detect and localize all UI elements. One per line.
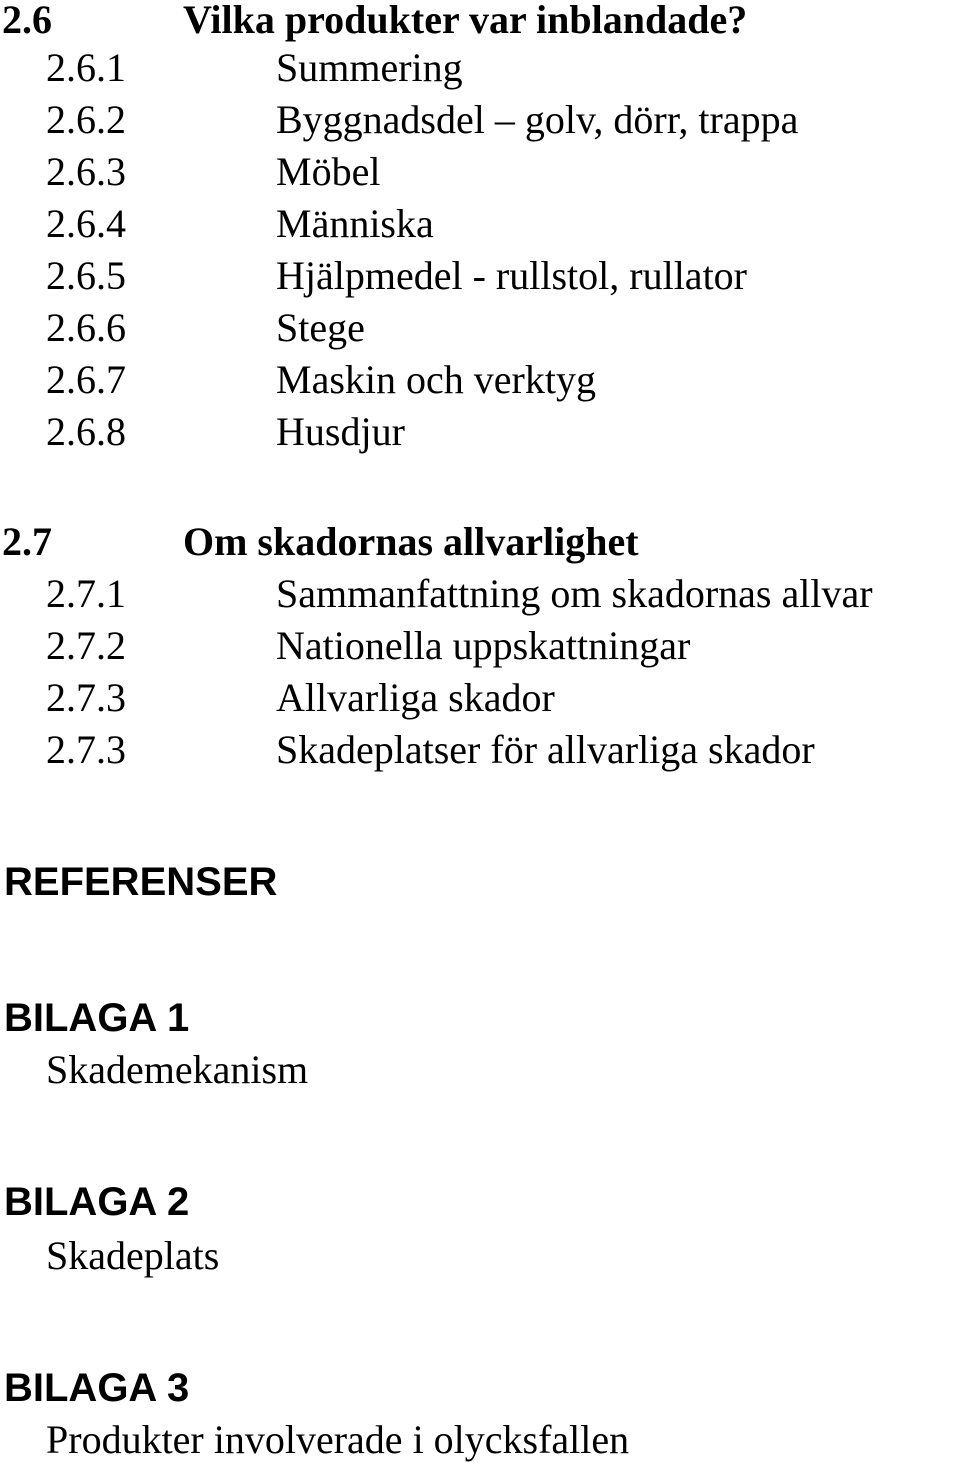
toc-entry-label: Allvarliga skador xyxy=(276,675,555,720)
toc-entry-label: Skadeplatser för allvarliga skador xyxy=(276,727,815,772)
toc-entry-number: 2.7.3 xyxy=(46,675,126,720)
toc-entry-label: Möbel xyxy=(276,149,381,194)
toc-entry-label: Människa xyxy=(276,201,434,246)
toc-entry-number: 2.7.2 xyxy=(46,623,126,668)
section-number: 2.6 xyxy=(2,0,52,42)
toc-entry-label: Nationella uppskattningar xyxy=(276,623,691,668)
referenser-heading[interactable]: REFERENSER xyxy=(4,860,278,904)
toc-entry-number: 2.7.3 xyxy=(46,727,126,772)
section-title: Om skadornas allvarlighet xyxy=(183,519,639,564)
toc-entry-number: 2.6.2 xyxy=(46,97,126,142)
bilaga-3-label: Produkter involverade i olycksfallen xyxy=(46,1417,630,1462)
section-title: Vilka produkter var inblandade? xyxy=(183,0,748,42)
toc-entry-label: Byggnadsdel – golv, dörr, trappa xyxy=(276,97,799,142)
toc-entry-label: Sammanfattning om skadornas allvar xyxy=(276,571,873,616)
toc-entry-number: 2.6.3 xyxy=(46,149,126,194)
toc-entry-number: 2.6.4 xyxy=(46,201,126,246)
toc-entry-number: 2.6.6 xyxy=(46,305,126,350)
bilaga-1-heading[interactable]: BILAGA 1 xyxy=(4,996,190,1040)
toc-entry-number: 2.6.7 xyxy=(46,357,126,402)
toc-entry-label: Maskin och verktyg xyxy=(276,357,596,402)
toc-entry-label: Summering xyxy=(276,45,463,90)
bilaga-3-heading[interactable]: BILAGA 3 xyxy=(4,1366,190,1410)
toc-entry-label: Hjälpmedel - rullstol, rullator xyxy=(276,253,747,298)
bilaga-2-heading[interactable]: BILAGA 2 xyxy=(4,1180,190,1224)
toc-entry-label: Husdjur xyxy=(276,409,405,454)
bilaga-2-label: Skadeplats xyxy=(46,1233,220,1278)
section-number: 2.7 xyxy=(2,519,52,564)
toc-entry-number: 2.6.8 xyxy=(46,409,126,454)
bilaga-1-label: Skademekanism xyxy=(46,1047,309,1092)
toc-entry-number: 2.7.1 xyxy=(46,571,126,616)
toc-entry-label: Stege xyxy=(276,305,365,350)
toc-entry-number: 2.6.5 xyxy=(46,253,126,298)
toc-entry-number: 2.6.1 xyxy=(46,45,126,90)
